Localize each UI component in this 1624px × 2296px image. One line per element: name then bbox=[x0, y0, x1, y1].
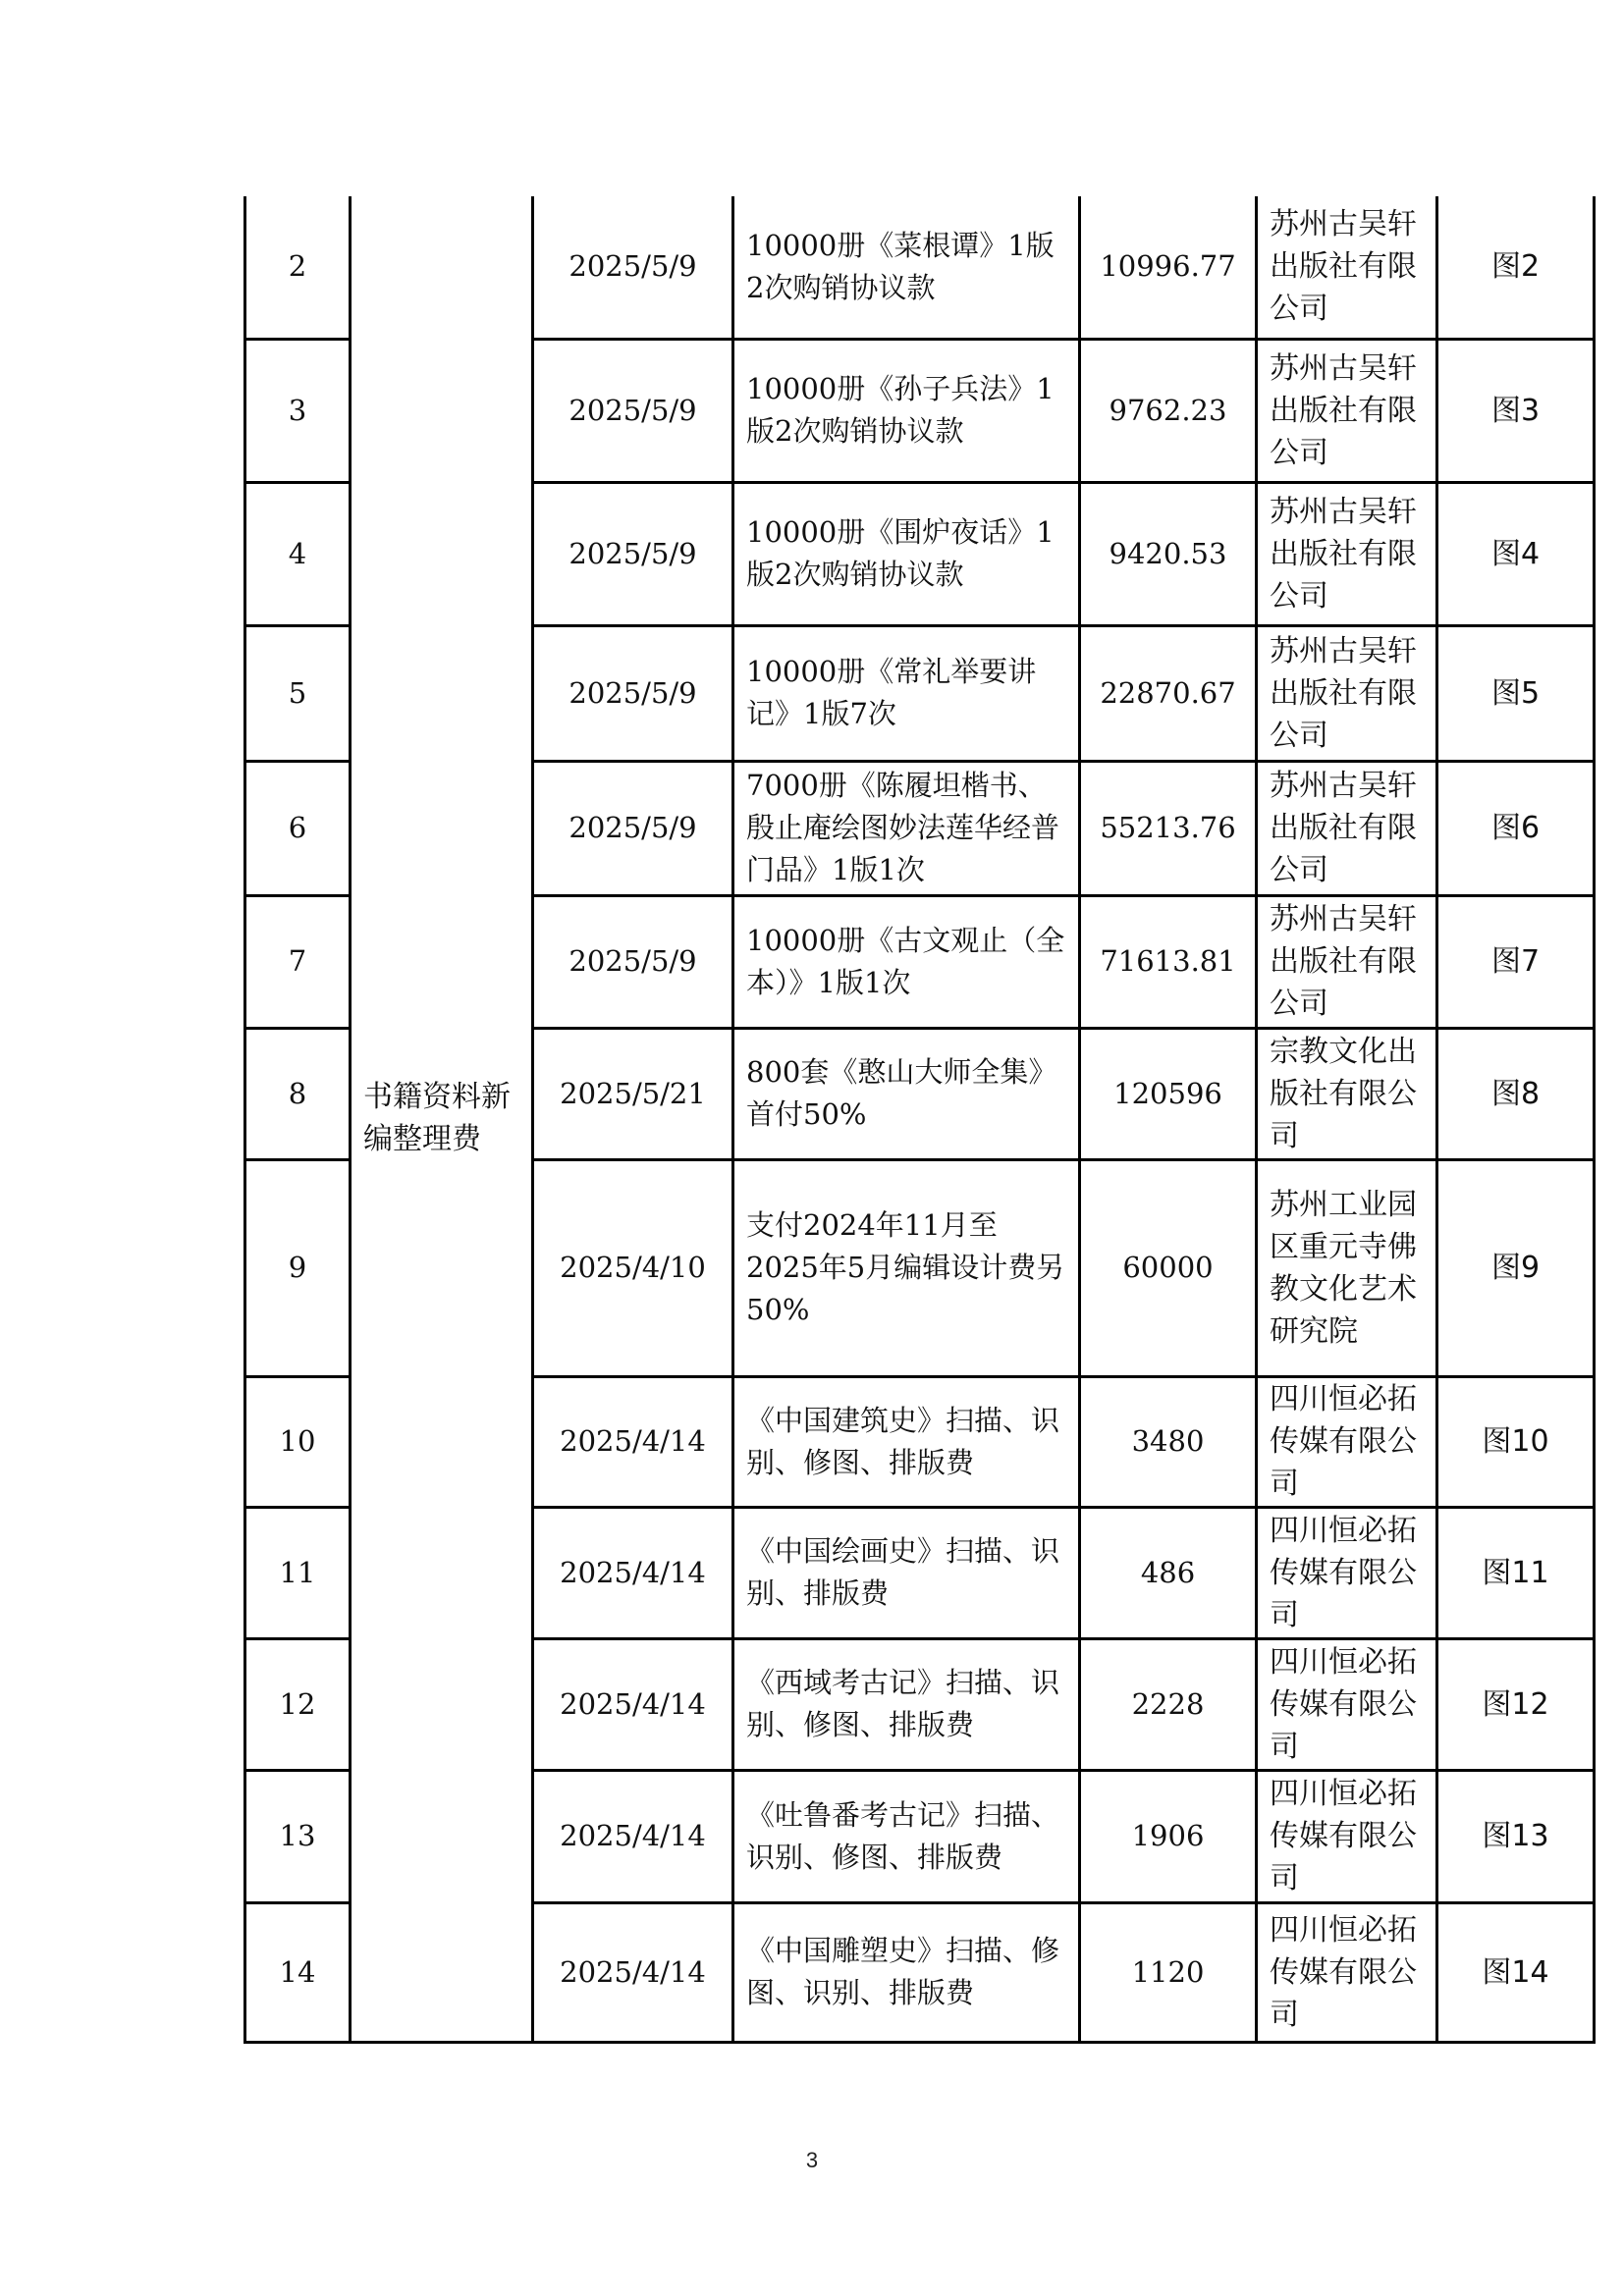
row-amount: 1120 bbox=[1080, 1902, 1257, 2042]
row-attachment: 图6 bbox=[1437, 761, 1595, 895]
row-amount: 3480 bbox=[1080, 1376, 1257, 1507]
row-attachment: 图14 bbox=[1437, 1902, 1595, 2042]
row-payee: 苏州古吴轩出版社有限公司 bbox=[1257, 196, 1437, 339]
row-item: 10000册《孙子兵法》1版2次购销协议款 bbox=[733, 339, 1080, 482]
row-number: 8 bbox=[245, 1028, 351, 1159]
row-number: 6 bbox=[245, 761, 351, 895]
row-attachment: 图3 bbox=[1437, 339, 1595, 482]
row-date: 2025/4/14 bbox=[533, 1902, 733, 2042]
row-number: 5 bbox=[245, 625, 351, 761]
expense-table bbox=[244, 196, 1596, 2044]
row-number: 14 bbox=[245, 1902, 351, 2042]
row-number: 2 bbox=[245, 196, 351, 339]
row-item: 《吐鲁番考古记》扫描、识别、修图、排版费 bbox=[733, 1770, 1080, 1902]
row-number: 12 bbox=[245, 1638, 351, 1770]
row-payee: 苏州古吴轩出版社有限公司 bbox=[1257, 625, 1437, 761]
row-item: 《中国建筑史》扫描、识别、修图、排版费 bbox=[733, 1376, 1080, 1507]
row-amount: 9420.53 bbox=[1080, 482, 1257, 625]
row-number: 4 bbox=[245, 482, 351, 625]
row-amount: 71613.81 bbox=[1080, 895, 1257, 1028]
row-number: 11 bbox=[245, 1507, 351, 1638]
row-date: 2025/5/21 bbox=[533, 1028, 733, 1159]
row-item: 10000册《常礼举要讲记》1版7次 bbox=[733, 625, 1080, 761]
row-number: 13 bbox=[245, 1770, 351, 1902]
row-date: 2025/5/9 bbox=[533, 482, 733, 625]
row-item: 《中国雕塑史》扫描、修图、识别、排版费 bbox=[733, 1902, 1080, 2042]
row-amount: 10996.77 bbox=[1080, 196, 1257, 339]
row-attachment: 图12 bbox=[1437, 1638, 1595, 1770]
row-attachment: 图9 bbox=[1437, 1159, 1595, 1376]
row-number: 3 bbox=[245, 339, 351, 482]
row-item: 7000册《陈履坦楷书、殷止庵绘图妙法莲华经普门品》1版1次 bbox=[733, 761, 1080, 895]
table-row bbox=[245, 196, 1595, 339]
row-date: 2025/5/9 bbox=[533, 196, 733, 339]
row-amount: 55213.76 bbox=[1080, 761, 1257, 895]
category-cell: 书籍资料新编整理费 bbox=[351, 196, 533, 2042]
row-date: 2025/5/9 bbox=[533, 761, 733, 895]
row-item: 《中国绘画史》扫描、识别、排版费 bbox=[733, 1507, 1080, 1638]
row-date: 2025/5/9 bbox=[533, 625, 733, 761]
row-attachment: 图8 bbox=[1437, 1028, 1595, 1159]
row-amount: 2228 bbox=[1080, 1638, 1257, 1770]
row-attachment: 图11 bbox=[1437, 1507, 1595, 1638]
row-payee: 苏州工业园区重元寺佛教文化艺术研究院 bbox=[1257, 1159, 1437, 1376]
row-date: 2025/4/14 bbox=[533, 1507, 733, 1638]
row-attachment: 图4 bbox=[1437, 482, 1595, 625]
row-attachment: 图5 bbox=[1437, 625, 1595, 761]
row-payee: 四川恒必拓传媒有限公司 bbox=[1257, 1507, 1437, 1638]
row-item: 10000册《围炉夜话》1版2次购销协议款 bbox=[733, 482, 1080, 625]
row-item: 10000册《菜根谭》1版2次购销协议款 bbox=[733, 196, 1080, 339]
row-item: 《西域考古记》扫描、识别、修图、排版费 bbox=[733, 1638, 1080, 1770]
row-amount: 120596 bbox=[1080, 1028, 1257, 1159]
row-payee: 四川恒必拓传媒有限公司 bbox=[1257, 1638, 1437, 1770]
row-payee: 四川恒必拓传媒有限公司 bbox=[1257, 1770, 1437, 1902]
row-number: 9 bbox=[245, 1159, 351, 1376]
row-date: 2025/5/9 bbox=[533, 895, 733, 1028]
row-date: 2025/4/10 bbox=[533, 1159, 733, 1376]
row-number: 7 bbox=[245, 895, 351, 1028]
row-date: 2025/4/14 bbox=[533, 1770, 733, 1902]
row-date: 2025/4/14 bbox=[533, 1376, 733, 1507]
row-number: 10 bbox=[245, 1376, 351, 1507]
row-amount: 486 bbox=[1080, 1507, 1257, 1638]
row-payee: 苏州古吴轩出版社有限公司 bbox=[1257, 339, 1437, 482]
row-attachment: 图7 bbox=[1437, 895, 1595, 1028]
row-payee: 宗教文化出版社有限公司 bbox=[1257, 1028, 1437, 1159]
row-item: 800套《憨山大师全集》首付50% bbox=[733, 1028, 1080, 1159]
row-payee: 苏州古吴轩出版社有限公司 bbox=[1257, 895, 1437, 1028]
row-amount: 1906 bbox=[1080, 1770, 1257, 1902]
row-attachment: 图13 bbox=[1437, 1770, 1595, 1902]
row-payee: 四川恒必拓传媒有限公司 bbox=[1257, 1376, 1437, 1507]
row-attachment: 图2 bbox=[1437, 196, 1595, 339]
row-amount: 22870.67 bbox=[1080, 625, 1257, 761]
row-date: 2025/5/9 bbox=[533, 339, 733, 482]
row-item: 10000册《古文观止（全本）》1版1次 bbox=[733, 895, 1080, 1028]
row-amount: 60000 bbox=[1080, 1159, 1257, 1376]
row-payee: 苏州古吴轩出版社有限公司 bbox=[1257, 761, 1437, 895]
row-payee: 苏州古吴轩出版社有限公司 bbox=[1257, 482, 1437, 625]
row-payee: 四川恒必拓传媒有限公司 bbox=[1257, 1902, 1437, 2042]
page-number: 3 bbox=[805, 2148, 819, 2172]
row-date: 2025/4/14 bbox=[533, 1638, 733, 1770]
row-item: 支付2024年11月至2025年5月编辑设计费另50% bbox=[733, 1159, 1080, 1376]
row-attachment: 图10 bbox=[1437, 1376, 1595, 1507]
row-amount: 9762.23 bbox=[1080, 339, 1257, 482]
